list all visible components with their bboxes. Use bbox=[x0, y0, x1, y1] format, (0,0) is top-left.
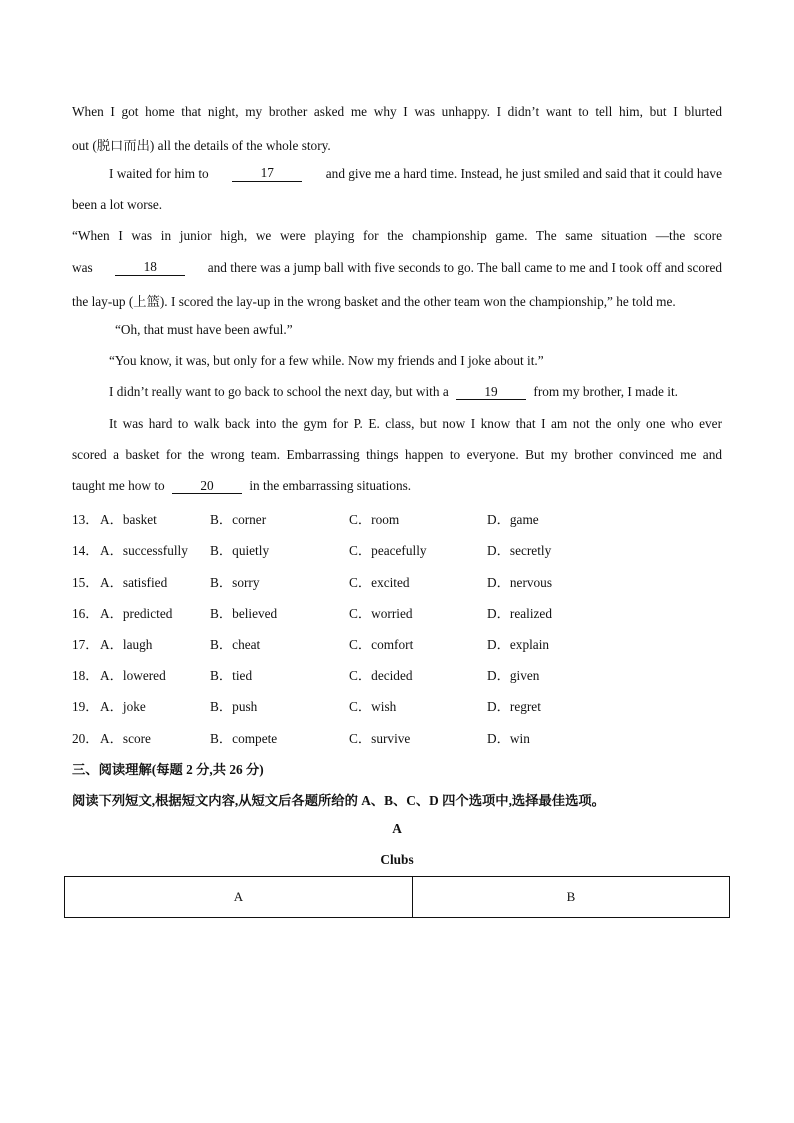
option-c: C．excited bbox=[349, 575, 410, 590]
option-c: C．survive bbox=[349, 731, 411, 746]
question-number: 16． bbox=[72, 606, 99, 621]
table-row bbox=[65, 877, 730, 918]
option-d: D．given bbox=[487, 668, 540, 683]
question-number: 15． bbox=[72, 575, 99, 590]
option-b: B．sorry bbox=[210, 575, 260, 590]
option-d: D．win bbox=[487, 731, 530, 746]
question-row bbox=[72, 665, 732, 683]
blank-20: 20 bbox=[172, 479, 242, 494]
option-d: D．game bbox=[487, 512, 539, 527]
passage-text: and give me a hard time. Instead, he just smiled and said that it could have bbox=[325, 166, 722, 181]
question-row bbox=[72, 634, 732, 652]
passage-line: scored a basket for the wrong team. Embarrassing things happen to everyone. But my brother convinced me and bbox=[72, 447, 722, 462]
option-d: D．secretly bbox=[487, 543, 552, 558]
passage-text: and there was a jump ball with five seconds to go. The ball came to me and I took off and scored bbox=[207, 260, 722, 275]
passage-line: the lay-up (上篮). I scored the lay-up in the wrong basket and the other team won the championship,” he told me. bbox=[72, 294, 676, 309]
clubs-table bbox=[64, 876, 730, 918]
question-row bbox=[72, 572, 732, 590]
option-a: A．joke bbox=[100, 699, 146, 714]
table-header-b: B bbox=[413, 877, 730, 918]
passage-line: been a lot worse. bbox=[72, 197, 163, 212]
question-row bbox=[72, 696, 732, 714]
table-header-a: A bbox=[65, 877, 413, 918]
passage-line: “Oh, that must have been awful.” bbox=[115, 322, 293, 337]
passage-text: taught me how to bbox=[72, 478, 165, 493]
option-c: C．peacefully bbox=[349, 543, 427, 558]
question-row bbox=[72, 509, 732, 527]
option-d: D．realized bbox=[487, 606, 552, 621]
passage-line: “You know, it was, but only for a few while. Now my friends and I joke about it.” bbox=[109, 353, 544, 368]
part-label: A bbox=[392, 821, 402, 836]
question-number: 13． bbox=[72, 512, 99, 527]
passage-line: When I got home that night, my brother asked me why I was unhappy. I didn’t want to tell him, but I blurted bbox=[72, 104, 722, 119]
passage-line bbox=[72, 478, 722, 494]
option-a: A．basket bbox=[100, 512, 157, 527]
question-number: 19． bbox=[72, 699, 99, 714]
blank-19: 19 bbox=[456, 385, 526, 400]
section-heading: 三、阅读理解(每题 2 分,共 26 分) bbox=[72, 762, 264, 777]
passage-text: in the embarrassing situations. bbox=[249, 478, 412, 493]
passage-text: was bbox=[72, 260, 93, 275]
option-a: A．satisfied bbox=[100, 575, 168, 590]
option-b: B．corner bbox=[210, 512, 267, 527]
option-b: B．tied bbox=[210, 668, 253, 683]
option-b: B．quietly bbox=[210, 543, 270, 558]
option-a: A．lowered bbox=[100, 668, 166, 683]
question-row bbox=[72, 540, 732, 558]
passage-title: Clubs bbox=[380, 852, 414, 867]
question-number: 14． bbox=[72, 543, 99, 558]
question-number: 20． bbox=[72, 731, 99, 746]
option-c: C．worried bbox=[349, 606, 413, 621]
option-b: B．cheat bbox=[210, 637, 261, 652]
passage-text: from my brother, I made it. bbox=[533, 384, 678, 399]
option-c: C．comfort bbox=[349, 637, 414, 652]
passage-text: I waited for him to bbox=[109, 166, 209, 181]
passage-text: I didn’t really want to go back to school the next day, but with a bbox=[109, 384, 449, 399]
option-d: D．explain bbox=[487, 637, 550, 652]
option-b: B．compete bbox=[210, 731, 278, 746]
option-a: A．score bbox=[100, 731, 151, 746]
option-d: D．regret bbox=[487, 699, 541, 714]
option-b: B．push bbox=[210, 699, 258, 714]
question-number: 18． bbox=[72, 668, 99, 683]
question-row bbox=[72, 728, 732, 746]
question-row bbox=[72, 603, 732, 621]
passage-line bbox=[109, 166, 722, 182]
option-b: B．believed bbox=[210, 606, 278, 621]
passage-line bbox=[109, 384, 759, 400]
option-a: A．predicted bbox=[100, 606, 173, 621]
blank-17: 17 bbox=[232, 166, 302, 182]
passage-line: out (脱口而出) all the details of the whole story. bbox=[72, 138, 331, 153]
option-c: C．room bbox=[349, 512, 400, 527]
section-instruction: 阅读下列短文,根据短文内容,从短文后各题所给的 A、B、C、D 四个选项中,选择最佳选项。 bbox=[72, 793, 605, 808]
option-c: C．decided bbox=[349, 668, 413, 683]
blank-18: 18 bbox=[115, 260, 185, 276]
option-d: D．nervous bbox=[487, 575, 552, 590]
passage-line: “When I was in junior high, we were playing for the championship game. The same situation —the score bbox=[72, 228, 722, 243]
option-a: A．successfully bbox=[100, 543, 188, 558]
passage-line bbox=[72, 260, 722, 276]
option-a: A．laugh bbox=[100, 637, 153, 652]
question-number: 17． bbox=[72, 637, 99, 652]
option-c: C．wish bbox=[349, 699, 397, 714]
passage-line: It was hard to walk back into the gym for P. E. class, but now I know that I am not the only one who ever bbox=[109, 416, 722, 431]
